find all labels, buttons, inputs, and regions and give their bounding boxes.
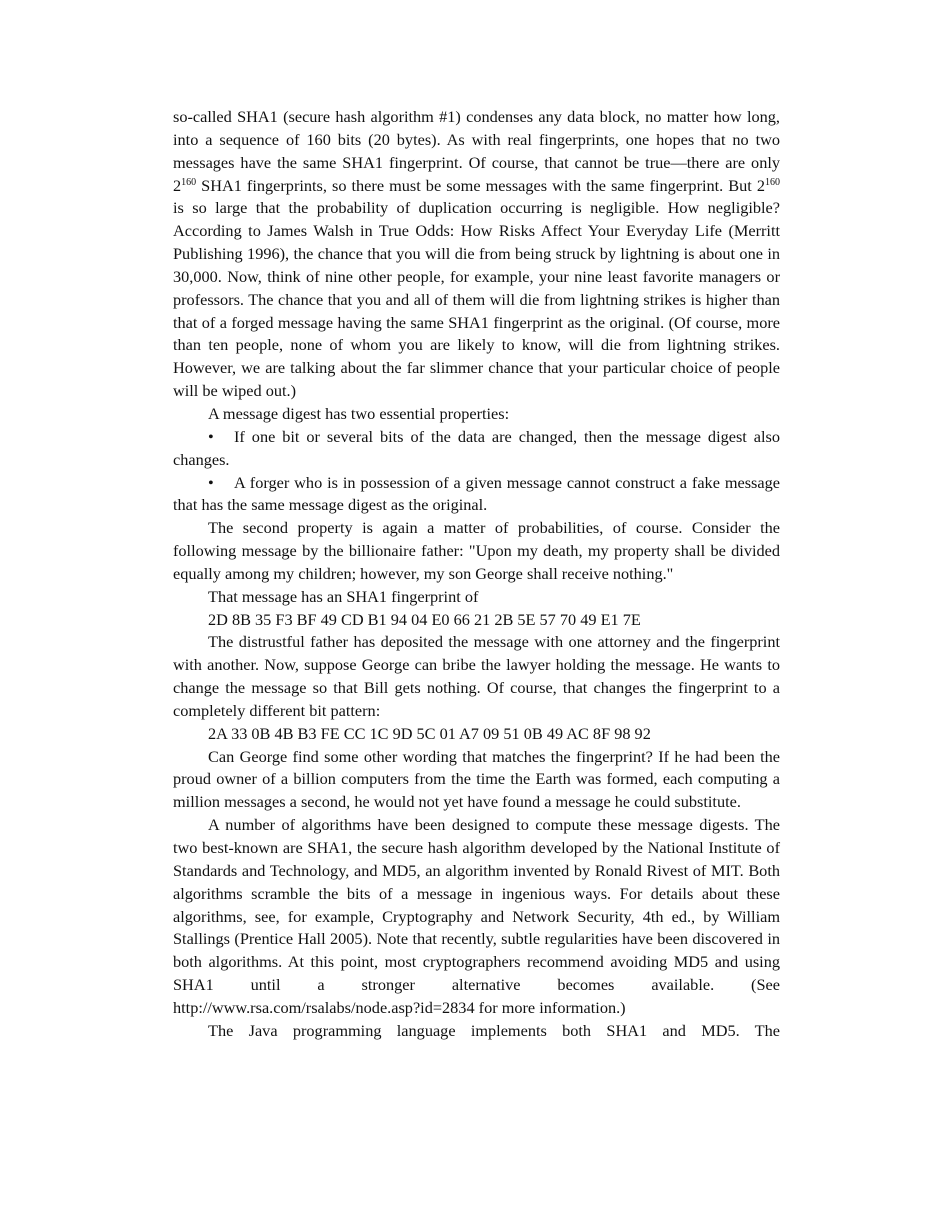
superscript-160: 160 [765,176,780,188]
bullet-item [173,472,780,518]
paragraph-second-property: The second property is again a matter of probabilities, of course. Consider the following message by the billionaire father: "Upon my death, my property shall be divided equally among my children; however, my son George shall receive nothing." [173,518,780,583]
paragraph-fingerprint-intro: That message has an SHA1 fingerprint of [208,586,479,606]
fingerprint-hex-original: 2D 8B 35 F3 BF 49 CD B1 94 04 E0 66 21 2B 5E 57 70 49 E1 7E [208,609,641,629]
paragraph-sha1-intro-part3: is so large that the probability of duplication occurring is negligible. How negligible? According to James Walsh in True Odds: How Risks Affect Your Everyday Life (Merritt Publishing 1996), the chance that you will die from being struck by lightning is about one in 30,000. Now, think of nine other people, for example, your nine least favorite managers or professors. The chance that you and all of them will die from lightning strikes is higher than that of a forged message having the same SHA1 fingerprint as the original. (Of course, more than ten people, none of whom you are likely to know, will die from lightning strikes. However, we are talking about the far slimmer chance that your particular choice of people will be wiped out.) [173,198,780,401]
fingerprint-hex-altered: 2A 33 0B 4B B3 FE CC 1C 9D 5C 01 A7 09 51 0B 49 AC 8F 98 92 [208,723,651,743]
paragraph-sha1-intro-part1: so-called SHA1 (secure hash algorithm #1) condenses any data block, no matter how long, into a sequence of 160 bits (20 bytes). As with real fingerprints, one hopes that no two messages have the same SHA1 fingerprint. Of course, that cannot be true—there are only 2 [173,107,780,195]
paragraph-algorithms: A number of algorithms have been designed to compute these message digests. The two best-known are SHA1, the secure hash algorithm developed by the National Institute of Standards and Technology, and MD5, an algorithm invented by Ronald Rivest of MIT. Both algorithms scramble the bits of a message in ingenious ways. For details about these algorithms, see, for example, Cryptography and Network Security, 4th ed., by William Stallings (Prentice Hall 2005). Note that recently, subtle regularities have been discovered in both algorithms. At this point, most cryptographers recommend avoiding MD5 and using SHA1 until a stronger alternative becomes available. (See http://www.rsa.com/rsalabs/node.asp?id=2834 for more information.) [173,815,780,1017]
bullet-text: A forger who is in possession of a given message cannot construct a fake message that has the same message digest as the original. [173,472,780,515]
paragraph-george-wording: Can George find some other wording that matches the fingerprint? If he had been the proud owner of a billion computers from the time the Earth was formed, each computing a million messages a second, he would not yet have found a message he could substitute. [173,746,780,812]
paragraph-java-implements: The Java programming language implements both SHA1 and MD5. The [208,1020,780,1040]
paragraph-distrustful-father: The distrustful father has deposited the message with one attorney and the fingerprint with another. Now, suppose George can bribe the lawyer holding the message. He wants to change the message so that Bill gets nothing. Of course, that changes the fingerprint to a completely different bit pattern: [173,632,780,720]
paragraph-digest-properties: A message digest has two essential properties: [208,403,510,423]
bullet-icon: • [208,426,214,446]
document-page [173,106,780,1043]
bullet-icon: • [208,472,214,492]
paragraph-sha1-intro [173,106,780,403]
bullet-item [173,426,780,472]
superscript-160: 160 [181,176,197,188]
paragraph-sha1-intro-part2: SHA1 fingerprints, so there must be some messages with the same fingerprint. But 2 [196,175,765,195]
bullet-text: If one bit or several bits of the data are changed, then the message digest also changes. [173,426,780,469]
